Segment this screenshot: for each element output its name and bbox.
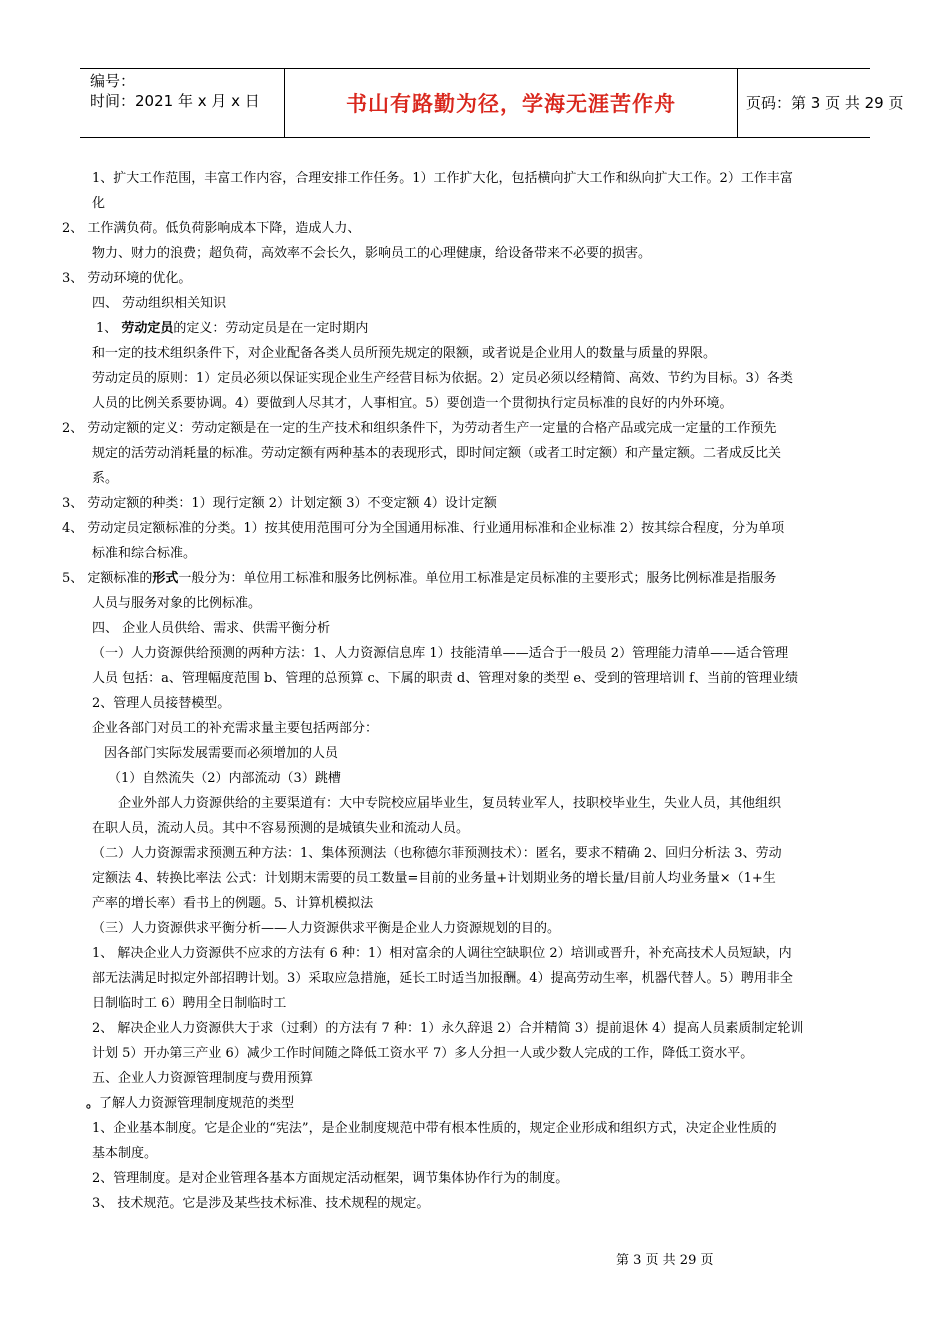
text-line — [86, 1095, 294, 1113]
text-line — [62, 570, 776, 588]
text-line: （二）人力资源需求预测五种方法：1、集体预测法（也称德尔菲预测技术）：匿名，要求不精确 2、回归分析法 3、劳动 — [92, 846, 782, 861]
text-line: 规定的活劳动消耗量的标准。劳动定额有两种基本的表现形式，即时间定额（或者工时定额）和产量定额。二者成反比关 — [92, 446, 782, 461]
text-line: 日制临时工 6）聘用全日制临时工 — [92, 996, 287, 1011]
text-line: （1）自然流失（2）内部流动（3）跳槽 — [108, 771, 341, 786]
text-line: （一）人力资源供给预测的两种方法：1、人力资源信息库 1）技能清单——适合于一般员 2）管理能力清单——适合管理 — [92, 646, 789, 661]
text-span: 了解人力资源管理制度规范的类型 — [99, 1096, 295, 1111]
text-line: 2、管理人员接替模型。 — [92, 696, 231, 711]
text-line: 3、 劳动环境的优化。 — [62, 271, 192, 286]
text-line: 企业外部人力资源供给的主要渠道有：大中专院校应届毕业生，复员转业军人，技职校毕业生，失业人员，其他组织 — [118, 796, 782, 811]
section-heading: 五、企业人力资源管理制度与费用预算 — [92, 1071, 314, 1086]
text-line: 3、 劳动定额的种类：1）现行定额 2）计划定额 3）不变定额 4）设计定额 — [62, 496, 497, 511]
text-line: 部无法满足时拟定外部招聘计划。3）采取应急措施，延长工时适当加报酬。4）提高劳动生率，机器代替人。5）聘用非全 — [92, 971, 793, 986]
page-footer: 第 3 页 共 29 页 — [616, 1253, 714, 1268]
bold-term: 形式 — [152, 571, 179, 586]
text-line: 2、管理制度。是对企业管理各基本方面规定活动框架，调节集体协作行为的制度。 — [92, 1171, 569, 1186]
header-motto: 书山有路勤为径，学海无涯苦作舟 — [346, 92, 676, 116]
page-header — [80, 68, 904, 138]
header-info-cell — [80, 69, 285, 137]
text-line: 2、 劳动定额的定义：劳动定额是在一定的生产技术和组织条件下，为劳动者生产一定量的合格产品或完成一定量的工作预先 — [62, 421, 777, 436]
bold-term: 劳动定员 — [121, 321, 174, 336]
text-line: 企业各部门对员工的补充需求量主要包括两部分： — [92, 721, 379, 736]
text-line: 基本制度。 — [92, 1146, 158, 1161]
text-line: 计划 5）开办第三产业 6）减少工作时间随之降低工资水平 7）多人分担一人或少数人完成的工作，降低工资水平。 — [92, 1046, 754, 1061]
text-span: 的定义：劳动定员是在一定时期内 — [173, 321, 369, 336]
text-line: 产率的增长率）看书上的例题。5、计算机模拟法 — [92, 896, 374, 911]
list-number: 1、 — [96, 321, 122, 336]
section-heading: 四、 企业人员供给、需求、供需平衡分析 — [92, 621, 331, 636]
text-line: 定额法 4、转换比率法 公式：计划期末需要的员工数量=目前的业务量+计划期业务的增长量/目前人均业务量×（1+生 — [92, 871, 776, 886]
text-line: 1、扩大工作范围，丰富工作内容，合理安排工作任务。1）工作扩大化，包括横向扩大工作和纵向扩大工作。2）工作丰富 — [92, 171, 793, 186]
text-line: 标准和综合标准。 — [92, 546, 197, 561]
section-heading: 四、 劳动组织相关知识 — [92, 296, 227, 311]
text-line: 因各部门实际发展需要而必须增加的人员 — [104, 746, 339, 761]
text-line: 化 — [92, 196, 106, 211]
text-line: 人员 包括：a、管理幅度范围 b、管理的总预算 c、下属的职责 d、管理对象的类型 e、受到的管理培训 f、当前的管理业绩 — [92, 671, 798, 686]
text-line: 人员与服务对象的比例标准。 — [92, 596, 262, 611]
header-page-cell — [738, 69, 904, 137]
header-page-label: 页码：第 3 页 共 29 页 — [746, 94, 904, 112]
text-line: 系。 — [92, 471, 119, 486]
document-time-label: 时间：2021 年 x 月 x 日 — [90, 92, 260, 110]
header-motto-cell — [285, 69, 738, 137]
bullet-mark: 。 — [86, 1096, 100, 1111]
text-line: 4、 劳动定员定额标准的分类。1）按其使用范围可分为全国通用标准、行业通用标准和企业标准 2）按其综合程度，分为单项 — [62, 521, 785, 536]
document-number-label: 编号： — [90, 72, 136, 90]
text-line: 在职人员，流动人员。其中不容易预测的是城镇失业和流动人员。 — [92, 821, 470, 836]
text-span: 5、 定额标准的 — [62, 571, 153, 586]
text-line: 和一定的技术组织条件下，对企业配备各类人员所预先规定的限额，或者说是企业用人的数量与质量的界限。 — [92, 346, 717, 361]
text-line: 1、 解决企业人力资源供不应求的方法有 6 种：1）相对富余的人调往空缺职位 2）培训或晋升，补充高技术人员短缺，内 — [92, 946, 792, 961]
text-line: 劳动定员的原则：1）定员必须以保证实现企业生产经营目标为依据。2）定员必须以经精简、高效、节约为目标。3）各类 — [92, 371, 793, 386]
text-line: 1、企业基本制度。它是企业的“宪法”，是企业制度规范中带有根本性质的，规定企业形成和组织方式，决定企业性质的 — [92, 1121, 777, 1136]
text-line: 2、 解决企业人力资源供大于求（过剩）的方法有 7 种：1）永久辞退 2）合并精简 3）提前退休 4）提高人员素质制定轮训 — [92, 1021, 804, 1036]
text-line: 物力、财力的浪费；超负荷，高效率不会长久，影响员工的心理健康，给设备带来不必要的损害。 — [92, 246, 652, 261]
text-line: 3、 技术规范。它是涉及某些技术标准、技术规程的规定。 — [92, 1196, 430, 1211]
text-line: 2、 工作满负荷。低负荷影响成本下降，造成人力、 — [62, 221, 361, 236]
text-span: 一般分为：单位用工标准和服务比例标准。单位用工标准是定员标准的主要形式；服务比例标准是指服务 — [178, 571, 777, 586]
text-line — [96, 320, 368, 338]
text-line: 人员的比例关系要协调。4）要做到人尽其才，人事相宜。5）要创造一个贯彻执行定员标准的良好的内外环境。 — [92, 396, 733, 411]
text-line: （三）人力资源供求平衡分析——人力资源供求平衡是企业人力资源规划的目的。 — [92, 921, 561, 936]
